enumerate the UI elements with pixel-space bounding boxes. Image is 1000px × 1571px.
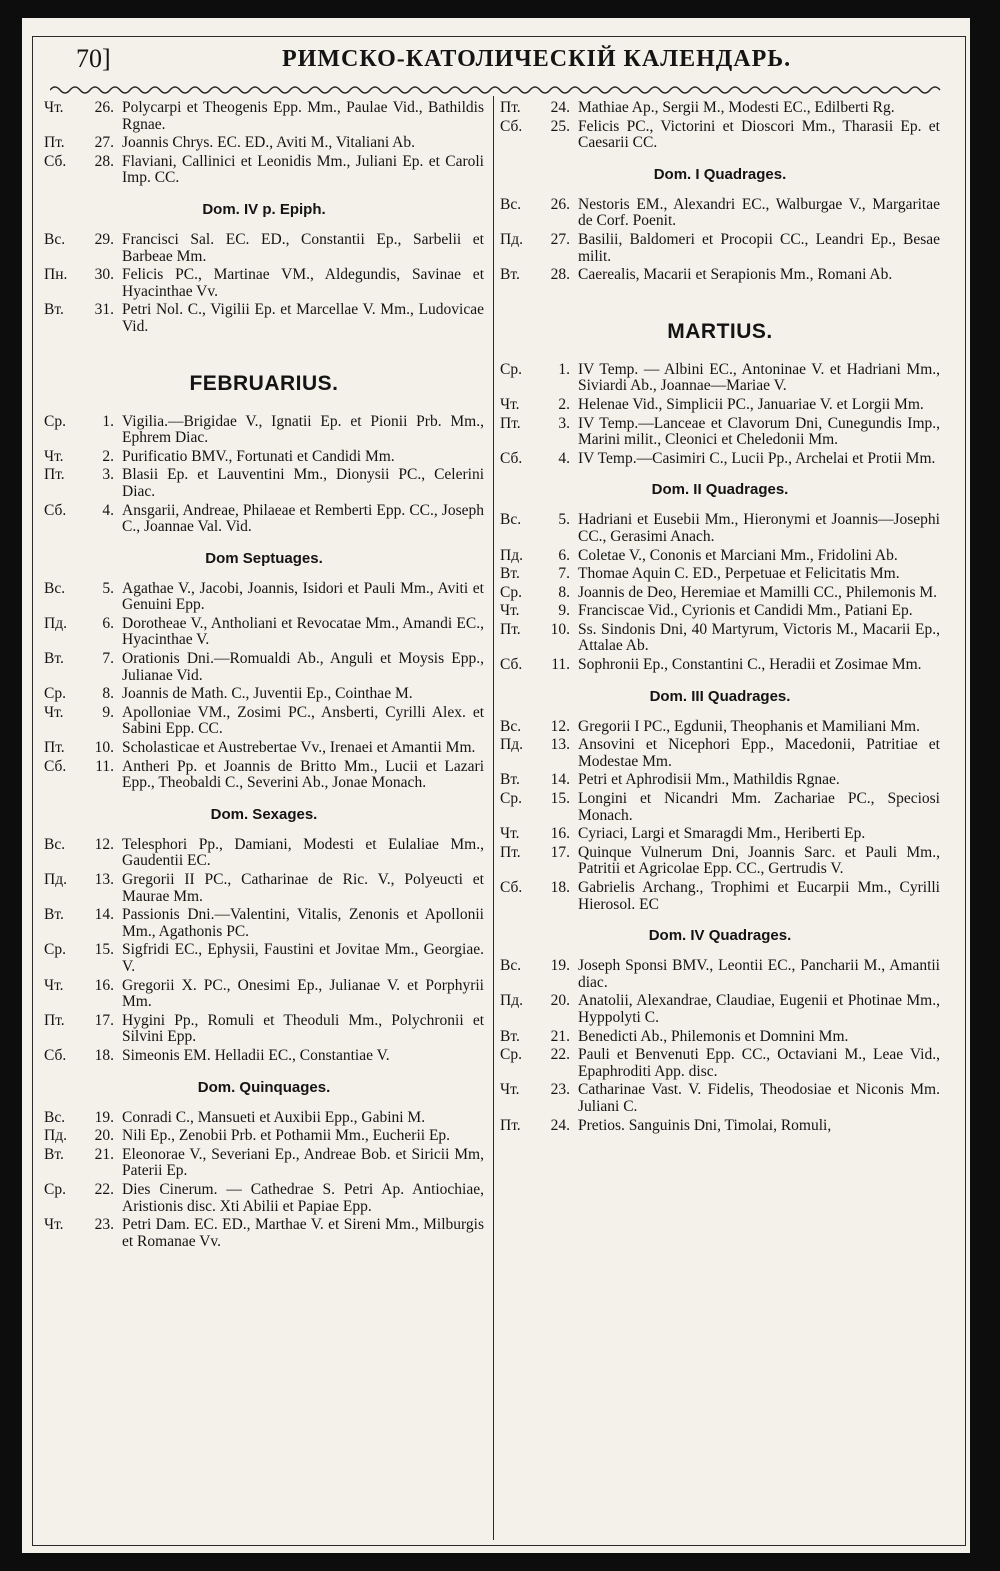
day-number: 13. [94, 871, 114, 888]
weekday-label: Ср. [44, 1180, 66, 1198]
day-number: 7. [558, 565, 570, 583]
day-number: 10. [550, 620, 570, 638]
calendar-entry [500, 1082, 940, 1115]
day-number: 19. [94, 1108, 114, 1126]
saints-text: Caerealis, Macarii et Serapionis Mm., Romani Ab. [578, 266, 893, 284]
saints-text: Nili Ep., Zenobii Prb. et Pothamii Mm., Eucherii Ep. [122, 1127, 451, 1145]
saints-text: Hadriani et Eusebii Mm., Hieronymi et Joannis—Josephi CC., Gerasimi Anach. [578, 511, 940, 545]
week-heading: Dom. III Quadrages. [649, 687, 791, 705]
column-divider [493, 96, 494, 1540]
day-number: 23. [550, 1081, 570, 1099]
left-column [44, 100, 484, 1252]
weekday-label: Пд. [500, 736, 523, 754]
saints-text: Sophronii Ep., Constantini C., Heradii et Zosimae Mm. [578, 656, 922, 674]
saints-text: Petri Dam. EC. ED., Marthae V. et Sireni Mm., Milburgis et Romanae Vv. [122, 1216, 484, 1250]
weekday-label: Чт. [44, 99, 64, 116]
page-header [22, 44, 970, 96]
calendar-entry [500, 657, 940, 674]
calendar-entry [44, 154, 484, 187]
right-column [500, 100, 940, 1136]
weekday-label: Вс. [500, 511, 522, 529]
week-heading: Dom Septuages. [205, 549, 323, 567]
saints-text: Scholasticae et Austrebertae Vv., Irenaei et Amantii Mm. [122, 739, 476, 757]
saints-text: Anatolii, Alexandrae, Claudiae, Eugenii et Photinae Mm., Hyppolyti C. [578, 992, 940, 1026]
saints-text: Simeonis EM. Helladii EC., Constantiae V. [122, 1046, 390, 1064]
calendar-entry [44, 1013, 484, 1046]
weekday-label: Сб. [500, 656, 523, 674]
day-number: 29. [94, 230, 114, 248]
day-number: 1. [558, 360, 570, 378]
saints-text: Apolloniae VM., Zosimi PC., Ansberti, Cyrilli Alex. et Sabini Epp. CC. [122, 703, 484, 738]
day-number: 27. [550, 230, 570, 248]
calendar-entry [44, 232, 484, 265]
calendar-entry [44, 449, 484, 466]
weekday-label: Пт. [500, 99, 521, 116]
weekday-label: Пд. [500, 546, 523, 564]
day-number: 5. [102, 579, 114, 597]
saints-text: Felicis PC., Victorini et Dioscori Mm., Tharasii Ep. et Caesarii CC. [578, 117, 940, 152]
day-number: 12. [94, 835, 114, 853]
saints-text: Quinque Vulnerum Dni, Joannis Sarc. et Pauli Mm., Patritii et Agricolae Epp. CC., Gertrudis V. [578, 843, 940, 878]
calendar-entry [44, 705, 484, 738]
saints-text: Flaviani, Callinici et Leonidis Mm., Juliani Ep. et Caroli Imp. CC. [122, 152, 484, 187]
weekday-label: Вт. [44, 301, 64, 319]
calendar-entry [500, 719, 940, 736]
weekday-label: Чт. [44, 1216, 64, 1234]
calendar-entry [44, 1217, 484, 1250]
weekday-label: Вт. [500, 266, 520, 284]
weekday-label: Ср. [44, 685, 66, 703]
weekday-label: Сб. [44, 757, 67, 775]
weekday-label: Ср. [44, 412, 66, 430]
day-number: 18. [550, 879, 570, 896]
day-number: 1. [102, 412, 114, 430]
saints-text: Coletae V., Cononis et Marciani Mm., Fridolini Ab. [578, 546, 898, 564]
calendar-entry [500, 1118, 940, 1135]
week-heading: Dom. IV p. Epiph. [202, 200, 326, 218]
page-number: 70] [76, 44, 111, 73]
saints-text: Eleonorae V., Severiani Ep., Andreae Bob. et Siricii Mm, Paterii Ep. [122, 1145, 484, 1180]
calendar-entry [44, 467, 484, 500]
calendar-entry [44, 503, 484, 536]
calendar-entry [44, 978, 484, 1011]
day-number: 18. [94, 1046, 114, 1064]
saints-text: Longini et Nicandri Mm. Zachariae PC., Speciosi Monach. [578, 790, 940, 824]
saints-text: Basilii, Baldomeri et Procopii CC., Leandri Ep., Besae milit. [578, 230, 940, 265]
day-number: 20. [94, 1127, 114, 1145]
calendar-entry [44, 1048, 484, 1065]
day-number: 15. [550, 790, 570, 808]
calendar-entry [44, 942, 484, 975]
weekday-label: Пд. [500, 230, 523, 248]
saints-text: Ansovini et Nicephori Epp., Macedonii, Patritiae et Modestae Mm. [578, 736, 940, 770]
saints-text: Telesphori Pp., Damiani, Modesti et Eulaliae Mm., Gaudentii EC. [122, 835, 484, 870]
weekday-label: Пт. [44, 134, 65, 152]
weekday-label: Вс. [44, 835, 66, 853]
day-number: 15. [94, 941, 114, 959]
day-number: 30. [94, 266, 114, 284]
day-number: 20. [550, 992, 570, 1010]
calendar-entry [500, 232, 940, 265]
calendar-entry [44, 837, 484, 870]
saints-text: Petri Nol. C., Vigilii Ep. et Marcellae V. Mm., Ludovicae Vid. [122, 301, 484, 335]
weekday-label: Ср. [500, 1046, 522, 1064]
day-number: 22. [550, 1046, 570, 1064]
day-number: 25. [550, 117, 570, 135]
saints-text: Helenae Vid., Simplicii PC., Januariae V. et Lorgii Mm. [578, 395, 924, 413]
day-number: 8. [558, 583, 570, 601]
day-number: 5. [558, 511, 570, 529]
calendar-entry [500, 416, 940, 449]
calendar-entry [500, 791, 940, 824]
weekday-label: Пд. [44, 1127, 67, 1145]
saints-text: Agathae V., Jacobi, Joannis, Isidori et Pauli Mm., Aviti et Genuini Epp. [122, 579, 484, 614]
saints-text: Joannis de Math. C., Juventii Ep., Cointhae M. [122, 685, 413, 703]
weekday-label: Ср. [44, 941, 66, 959]
saints-text: Ss. Sindonis Dni, 40 Martyrum, Victoris M., Macarii Ep., Attalae Ab. [578, 620, 940, 655]
weekday-label: Вт. [500, 1027, 520, 1045]
day-number: 31. [94, 301, 114, 319]
saints-text: Felicis PC., Martinae VM., Aldegundis, Savinae et Hyacinthae Vv. [122, 266, 484, 300]
day-number: 26. [94, 99, 114, 116]
weekday-label: Пт. [500, 414, 521, 432]
calendar-entry [500, 362, 940, 395]
day-number: 26. [550, 195, 570, 213]
calendar-entry [500, 772, 940, 789]
weekday-label: Ср. [500, 790, 522, 808]
weekday-label: Пт. [500, 843, 521, 861]
saints-text: Gabrielis Archang., Trophimi et Eucarpii Mm., Cyrilli Hierosol. EC [578, 879, 940, 913]
day-number: 9. [558, 602, 570, 620]
weekday-label: Чт. [44, 447, 64, 465]
weekday-label: Чт. [500, 602, 520, 620]
calendar-entry [44, 907, 484, 940]
saints-text: Blasii Ep. et Lauventini Mm., Dionysii PC., Celerini Diac. [122, 466, 484, 500]
week-heading: Dom. Sexages. [210, 805, 318, 823]
calendar-entry [500, 1029, 940, 1046]
calendar-entry [44, 267, 484, 300]
weekday-label: Пт. [44, 739, 65, 757]
day-number: 3. [102, 466, 114, 484]
saints-text: Antheri Pp. et Joannis de Britto Mm., Lucii et Lazari Epp., Theobaldi C., Severini Ab., Jonae Monach. [122, 757, 484, 792]
saints-text: Franciscae Vid., Cyrionis et Candidi Mm., Patiani Ep. [578, 602, 913, 620]
weekday-label: Чт. [44, 976, 64, 994]
calendar-page [22, 18, 970, 1553]
saints-text: Nestoris EM., Alexandri EC., Walburgae V., Margaritae de Corf. Poenit. [578, 195, 940, 230]
calendar-entry [44, 651, 484, 684]
day-number: 27. [94, 134, 114, 152]
calendar-entry [44, 1182, 484, 1215]
calendar-entry [44, 1110, 484, 1127]
running-title: РИМСКО-КАТОЛИЧЕСКІЙ КАЛЕНДАРЬ. [282, 46, 792, 72]
calendar-entry [44, 414, 484, 447]
weekday-label: Вс. [500, 957, 522, 975]
calendar-entry [500, 1047, 940, 1080]
saints-text: Francisci Sal. EC. ED., Constantii Ep., Sarbelii et Barbeae Mm. [122, 230, 484, 265]
weekday-label: Сб. [500, 449, 523, 467]
calendar-entry [44, 686, 484, 703]
day-number: 28. [94, 152, 114, 170]
saints-text: Pauli et Benvenuti Epp. CC., Octaviani M., Leae Vid., Epaphroditi App. disc. [578, 1046, 940, 1080]
weekday-label: Сб. [500, 117, 523, 135]
day-number: 3. [558, 414, 570, 432]
calendar-entry [500, 397, 940, 414]
saints-text: Joannis Chrys. EC. ED., Aviti M., Vitaliani Ab. [122, 134, 416, 152]
month-heading: FEBRUARIUS. [189, 371, 339, 395]
day-number: 11. [551, 656, 570, 674]
day-number: 24. [550, 99, 570, 116]
saints-text: Catharinae Vast. V. Fidelis, Theodosiae et Niconis Mm. Juliani C. [578, 1081, 940, 1115]
wavy-rule [50, 84, 942, 96]
day-number: 6. [102, 614, 114, 632]
weekday-label: Вт. [44, 1145, 64, 1163]
saints-text: Dorotheae V., Antholiani et Revocatae Mm., Amandi EC., Hyacinthae V. [122, 614, 484, 649]
calendar-entry [500, 451, 940, 468]
day-number: 14. [94, 906, 114, 924]
calendar-entry [500, 119, 940, 152]
weekday-label: Вт. [44, 906, 64, 924]
weekday-label: Вс. [44, 230, 66, 248]
saints-text: Dies Cinerum. — Cathedrae S. Petri Ap. Antiochiae, Aristionis disc. Xti Abilii et Papiae Epp. [122, 1180, 484, 1215]
weekday-label: Вс. [500, 195, 522, 213]
day-number: 28. [550, 266, 570, 284]
saints-text: Benedicti Ab., Philemonis et Domnini Mm. [578, 1027, 849, 1045]
calendar-entry [500, 880, 940, 913]
weekday-label: Чт. [500, 1081, 520, 1099]
weekday-label: Пт. [500, 1116, 521, 1134]
day-number: 21. [550, 1027, 570, 1045]
calendar-entry [44, 872, 484, 905]
saints-text: Cyriaci, Largi et Smaragdi Mm., Heriberti Ep. [578, 825, 866, 843]
calendar-entry [44, 135, 484, 152]
day-number: 13. [550, 736, 570, 754]
calendar-entry [44, 616, 484, 649]
saints-text: Petri et Aphrodisii Mm., Mathildis Rgnae. [578, 771, 840, 789]
calendar-entry [500, 993, 940, 1026]
calendar-entry [500, 826, 940, 843]
weekday-label: Вт. [44, 650, 64, 668]
week-heading: Dom. I Quadrages. [653, 165, 787, 183]
day-number: 2. [102, 447, 114, 465]
saints-text: IV Temp.—Casimiri C., Lucii Pp., Archelai et Protii Mm. [578, 449, 936, 467]
weekday-label: Сб. [44, 152, 67, 170]
weekday-label: Пт. [44, 466, 65, 484]
day-number: 9. [102, 703, 114, 721]
day-number: 21. [94, 1145, 114, 1163]
calendar-entry [500, 548, 940, 565]
day-number: 22. [94, 1180, 114, 1198]
weekday-label: Пн. [44, 266, 68, 284]
saints-text: Ansgarii, Andreae, Philaeae et Remberti Epp. CC., Joseph C., Joannae Val. Vid. [122, 501, 484, 536]
day-number: 17. [550, 843, 570, 861]
saints-text: Thomae Aquin C. ED., Perpetuae et Felicitatis Mm. [578, 565, 900, 583]
saints-text: Gregorii I PC., Egdunii, Theophanis et Mamiliani Mm. [578, 717, 920, 735]
day-number: 7. [102, 650, 114, 668]
weekday-label: Пт. [44, 1011, 65, 1029]
saints-text: Pretios. Sanguinis Dni, Timolai, Romuli, [578, 1116, 832, 1134]
day-number: 16. [550, 825, 570, 843]
saints-text: Polycarpi et Theogenis Epp. Mm., Paulae Vid., Bathildis Rgnae. [122, 99, 484, 133]
weekday-label: Пд. [44, 871, 67, 888]
saints-text: Vigilia.—Brigidae V., Ignatii Ep. et Pionii Prb. Mm., Ephrem Diac. [122, 412, 484, 447]
saints-text: Gregorii X. PC., Onesimi Ep., Julianae V. et Porphyrii Mm. [122, 976, 484, 1011]
calendar-entry [44, 100, 484, 133]
weekday-label: Ср. [500, 360, 522, 378]
day-number: 17. [94, 1011, 114, 1029]
calendar-entry [500, 197, 940, 230]
weekday-label: Чт. [500, 825, 520, 843]
saints-text: Sigfridi EC., Ephysii, Faustini et Jovitae Mm., Georgiae. V. [122, 941, 484, 975]
calendar-entry [500, 512, 940, 545]
saints-text: Joseph Sponsi BMV., Leontii EC., Pancharii M., Amantii diac. [578, 957, 940, 991]
saints-text: Orationis Dni.—Romualdi Ab., Anguli et Moysis Epp., Julianae Vid. [122, 650, 484, 684]
weekday-label: Пд. [44, 614, 67, 632]
calendar-entry [500, 566, 940, 583]
calendar-entry [44, 740, 484, 757]
weekday-label: Сб. [44, 501, 67, 519]
weekday-label: Ср. [500, 583, 522, 601]
saints-text: IV Temp.—Lanceae et Clavorum Dni, Cunegundis Imp., Marini milit., Cleonici et Cheledonii Mm. [578, 414, 940, 449]
week-heading: Dom. II Quadrages. [651, 481, 789, 499]
calendar-entry [44, 1147, 484, 1180]
weekday-label: Сб. [44, 1046, 67, 1064]
saints-text: IV Temp. — Albini EC., Antoninae V. et Hadriani Mm., Siviardi Ab., Joannae—Mariae V. [578, 360, 940, 395]
calendar-entry [500, 737, 940, 770]
day-number: 19. [550, 957, 570, 975]
saints-text: Gregorii II PC., Catharinae de Ric. V., Polyeucti et Maurae Mm. [122, 871, 484, 905]
weekday-label: Пт. [500, 620, 521, 638]
weekday-label: Вс. [44, 579, 66, 597]
week-heading: Dom. Quinquages. [197, 1078, 331, 1096]
day-number: 2. [558, 395, 570, 413]
week-heading: Dom. IV Quadrages. [648, 927, 792, 945]
calendar-entry [44, 581, 484, 614]
day-number: 4. [558, 449, 570, 467]
weekday-label: Вт. [500, 565, 520, 583]
calendar-entry [500, 100, 940, 117]
day-number: 16. [94, 976, 114, 994]
calendar-entry [500, 267, 940, 284]
day-number: 10. [94, 739, 114, 757]
calendar-entry [500, 845, 940, 878]
day-number: 6. [558, 546, 570, 564]
day-number: 8. [102, 685, 114, 703]
calendar-entry [500, 603, 940, 620]
day-number: 4. [102, 501, 114, 519]
calendar-entry [44, 759, 484, 792]
day-number: 23. [94, 1216, 114, 1234]
calendar-entry [44, 302, 484, 335]
calendar-entry [500, 958, 940, 991]
weekday-label: Сб. [500, 879, 523, 896]
day-number: 14. [550, 771, 570, 789]
calendar-entry [500, 622, 940, 655]
saints-text: Mathiae Ap., Sergii M., Modesti EC., Edilberti Rg. [578, 99, 895, 116]
day-number: 24. [550, 1116, 570, 1134]
weekday-label: Вт. [500, 771, 520, 789]
day-number: 12. [550, 717, 570, 735]
saints-text: Hygini Pp., Romuli et Theoduli Mm., Polychronii et Silvini Epp. [122, 1011, 484, 1046]
weekday-label: Вс. [500, 717, 522, 735]
day-number: 11. [95, 757, 114, 775]
month-heading: MARTIUS. [667, 319, 773, 343]
weekday-label: Пд. [500, 992, 523, 1010]
weekday-label: Чт. [500, 395, 520, 413]
saints-text: Joannis de Deo, Heremiae et Mamilli CC., Philemonis M. [578, 583, 938, 601]
saints-text: Passionis Dni.—Valentini, Vitalis, Zenonis et Apollonii Mm., Agathonis PC. [122, 906, 484, 940]
saints-text: Conradi C., Mansueti et Auxibii Epp., Gabini M. [122, 1108, 426, 1126]
calendar-entry [44, 1128, 484, 1145]
calendar-entry [500, 585, 940, 602]
weekday-label: Вс. [44, 1108, 66, 1126]
weekday-label: Чт. [44, 703, 64, 721]
saints-text: Purificatio BMV., Fortunati et Candidi Mm. [122, 447, 395, 465]
